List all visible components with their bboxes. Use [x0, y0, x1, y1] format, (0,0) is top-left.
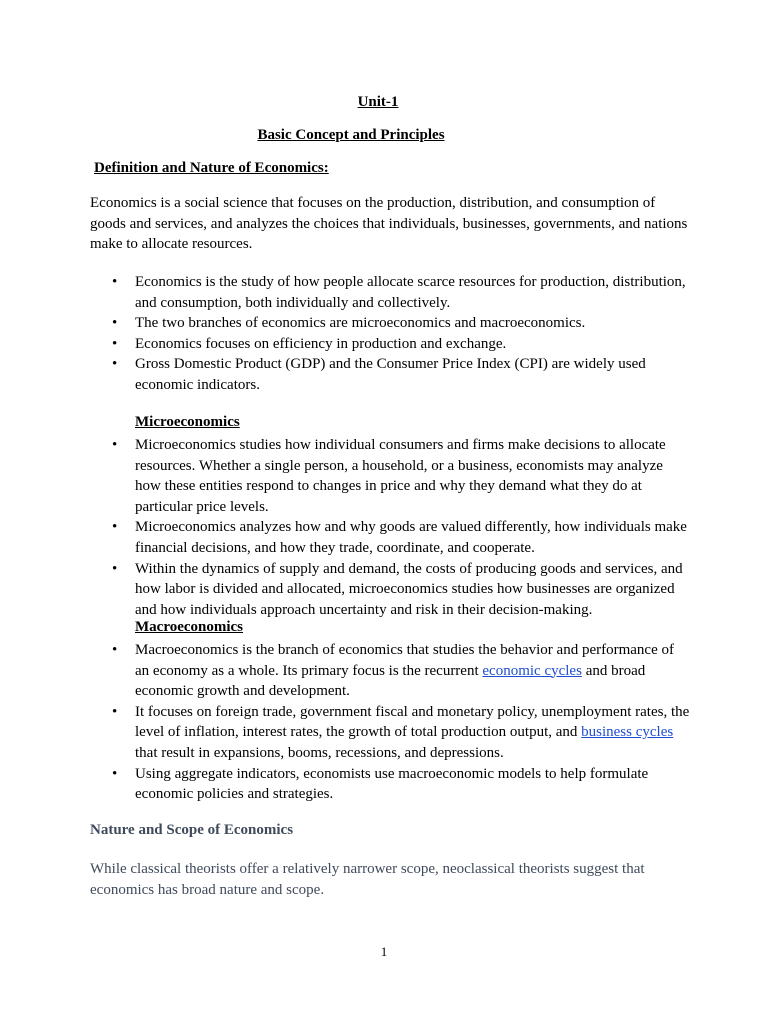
macro-text: that result in expansions, booms, recessions, and depressions. — [135, 744, 504, 761]
nature-scope-heading: Nature and Scope of Economics — [90, 822, 294, 838]
document-subtitle: Basic Concept and Principles — [257, 127, 445, 143]
list-item: • Microeconomics analyzes how and why goods are valued differently, how individuals make financial decisions, and how they trade, coordinate, and cooperate. — [90, 517, 690, 558]
microeconomics-heading: Microeconomics — [135, 414, 240, 430]
list-item — [90, 640, 690, 702]
macroeconomics-heading: Macroeconomics — [135, 619, 244, 635]
business-cycles-link[interactable]: business cycles — [581, 724, 674, 741]
unit-title: Unit-1 — [357, 94, 399, 110]
intro-paragraph: Economics is a social science that focuses on the production, distribution, and consumption of goods and services, and analyzes the choices that individuals, businesses, governments, and nations make to allocate resources. — [90, 195, 688, 253]
list-item — [90, 702, 690, 764]
macro-text: It focuses on foreign trade, government fiscal and monetary policy, unemployment rates, the level of inflation, interest rates, the growth of total production output, and — [135, 703, 690, 741]
list-item: • The two branches of economics are microeconomics and macroeconomics. — [90, 313, 690, 334]
macro-text: Macroeconomics is the branch of economics that studies the behavior and performance of an economy as a whole. Its primary focus is the recurrent — [135, 642, 674, 679]
list-item: • Economics is the study of how people allocate scarce resources for production, distribution, and consumption, both individually and collectively. — [90, 272, 690, 313]
definition-heading: Definition and Nature of Economics: — [94, 160, 329, 176]
list-item: • Gross Domestic Product (GDP) and the Consumer Price Index (CPI) are widely used economic indicators. — [90, 354, 690, 395]
macro-bullet-list — [90, 640, 690, 805]
list-item: • Microeconomics studies how individual consumers and firms make decisions to allocate resources. Whether a single person, a household, or a business, economists may analyze how these entities respond to changes in price and why they demand what they do at particular price levels. — [90, 435, 690, 517]
main-bullet-list — [90, 272, 690, 396]
nature-scope-paragraph: While classical theorists offer a relatively narrower scope, neoclassical theorists suggest that economics has broad nature and scope. — [90, 861, 645, 898]
list-item: • Within the dynamics of supply and demand, the costs of producing goods and services, and how labor is divided and allocated, microeconomics studies how businesses are organized and how individuals approach uncertainty and risk in their decision-making. — [90, 559, 690, 621]
list-item: • Using aggregate indicators, economists use macroeconomic models to help formulate economic policies and strategies. — [90, 764, 690, 805]
micro-bullet-list — [90, 435, 690, 620]
list-item: • Economics focuses on efficiency in production and exchange. — [90, 334, 690, 355]
economic-cycles-link[interactable]: economic cycles — [482, 662, 582, 679]
page-number: 1 — [380, 944, 388, 959]
macro-text: and broad economic growth and development. — [135, 662, 646, 700]
